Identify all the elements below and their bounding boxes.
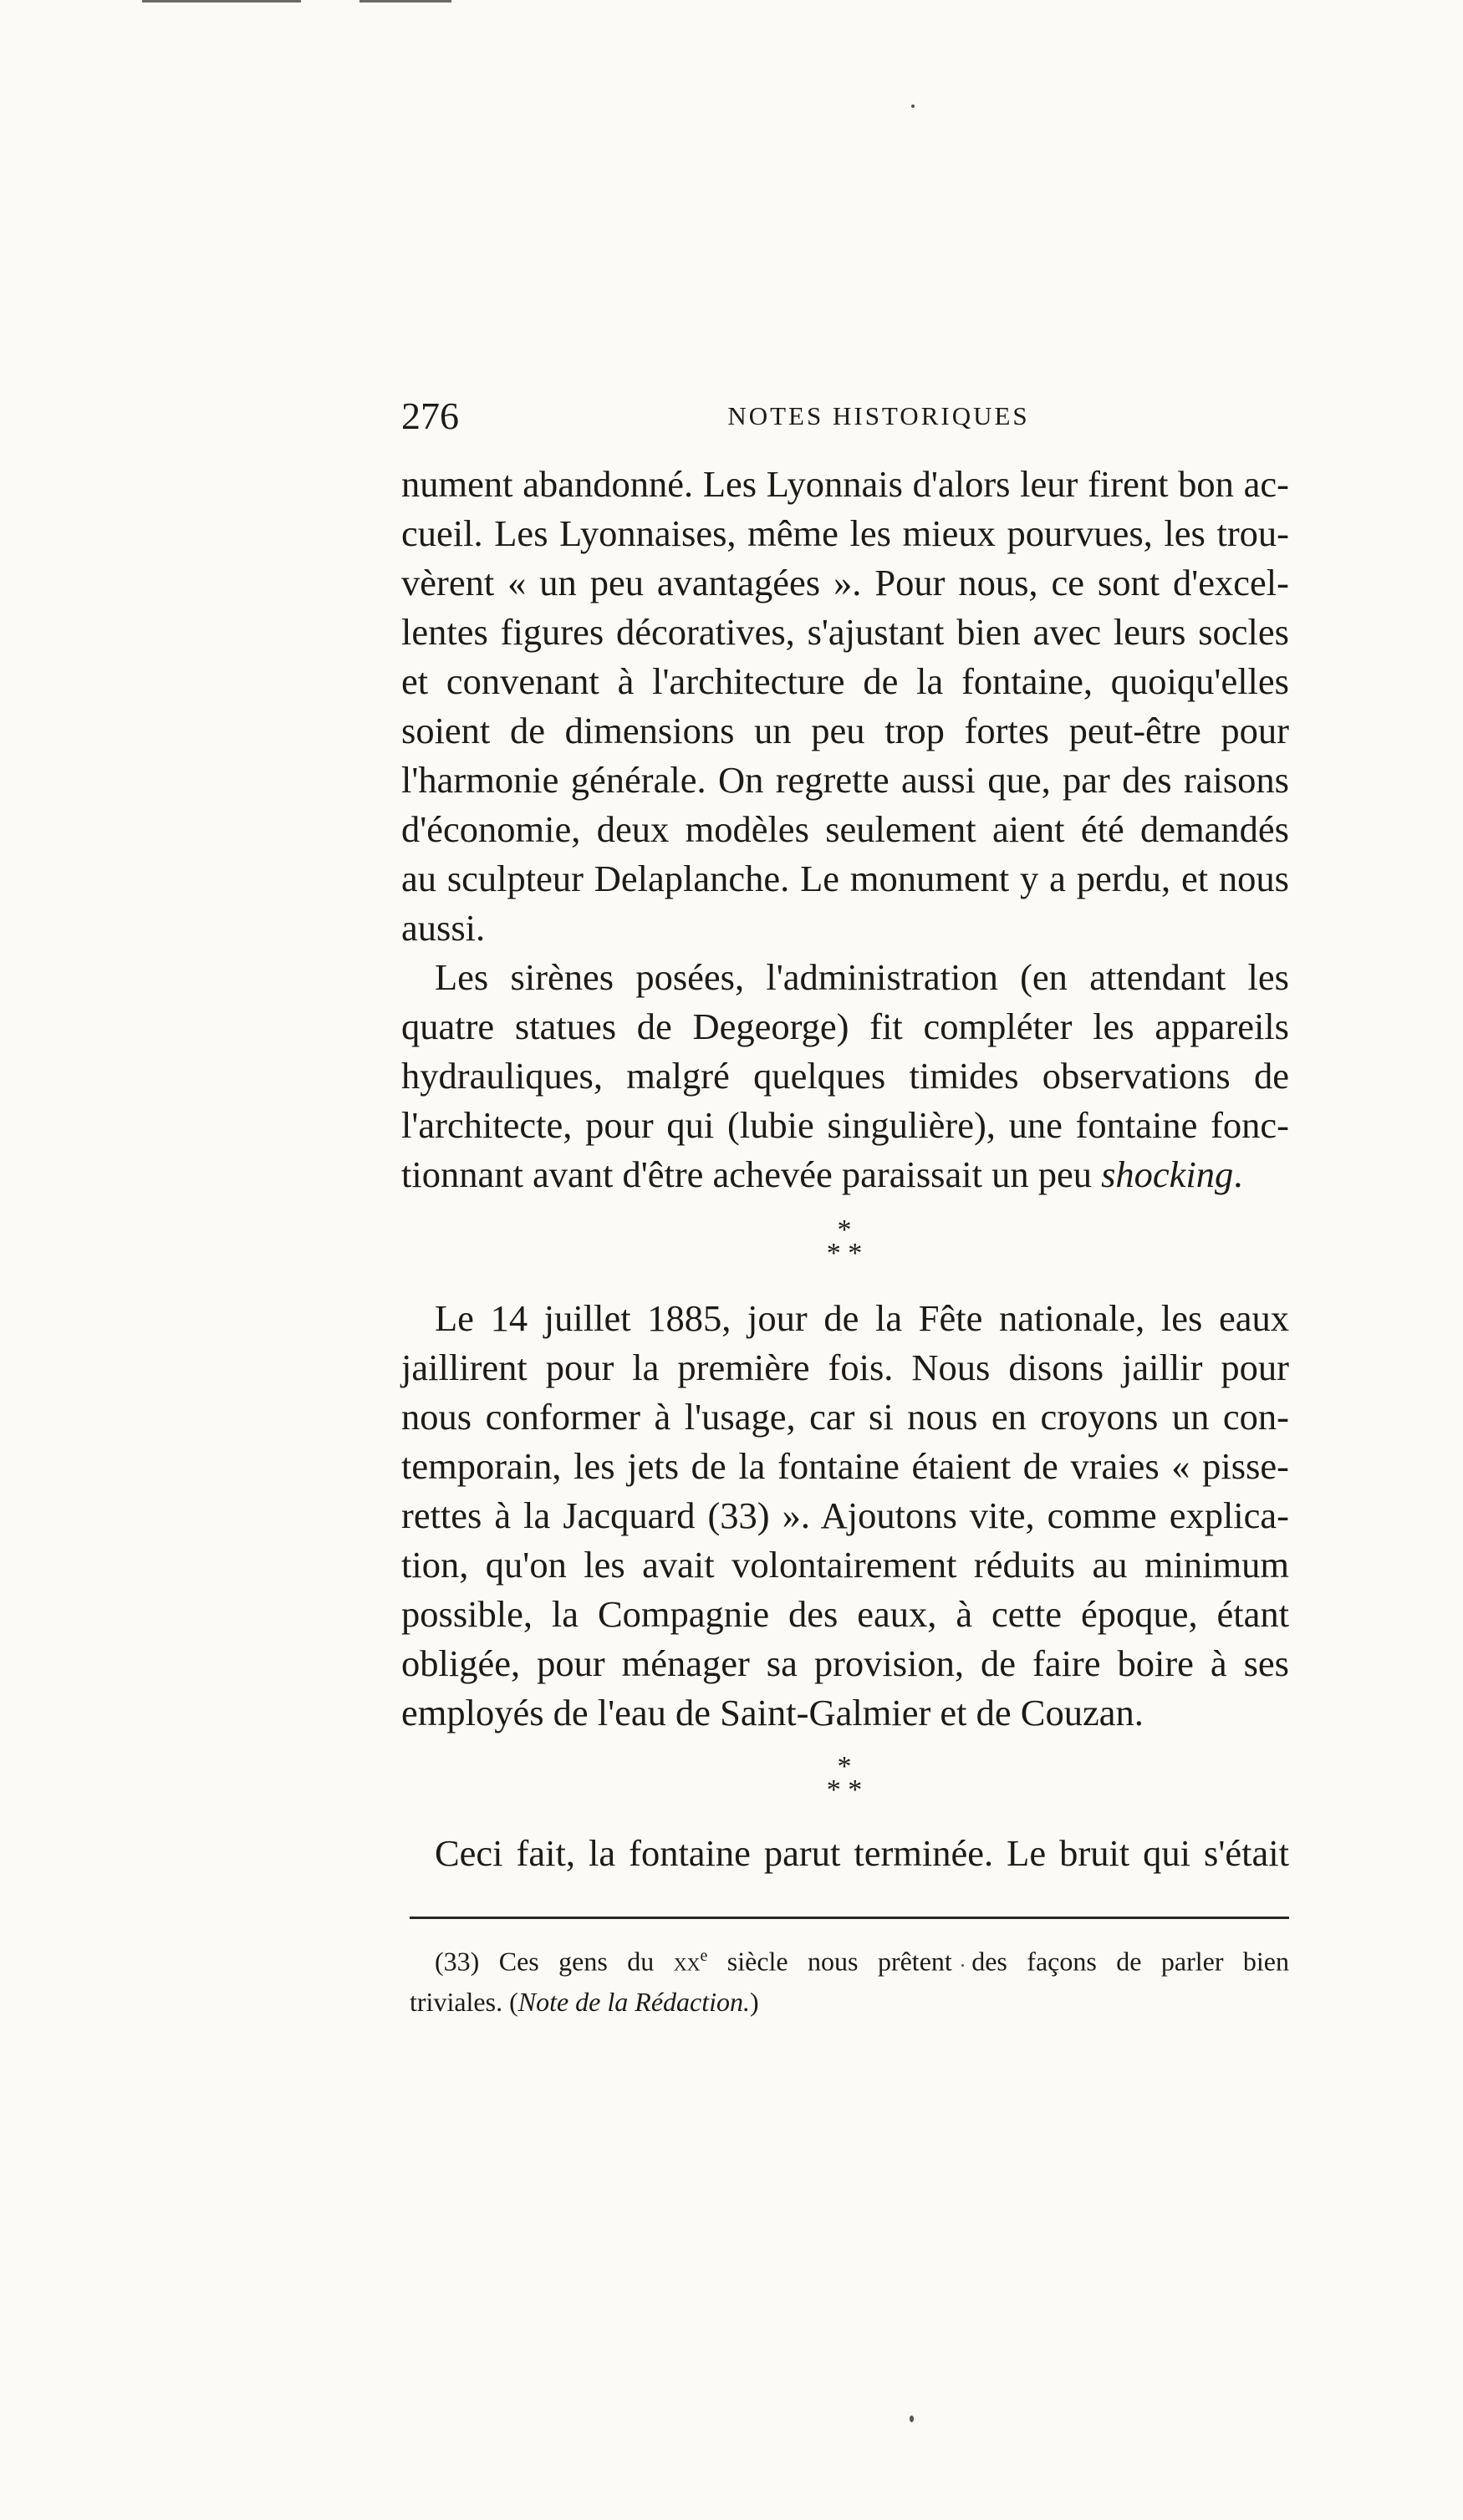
paragraph-4 — [401, 1829, 1289, 1878]
running-title: NOTES HISTORIQUES — [727, 401, 1030, 430]
page-number: 276 — [401, 395, 459, 437]
text-span: triviales. ( — [410, 1986, 518, 2017]
text-line: jaillirent pour la première fois. Nous disons jaillir pour — [401, 1347, 1289, 1388]
text-line: lentes figures décoratives, s'ajustant bien avec leurs socles — [401, 611, 1289, 653]
asterism-top: * — [837, 1214, 852, 1245]
italic-word: shocking — [1101, 1153, 1234, 1195]
text-line: rettes à la Jacquard (33) ». Ajoutons vite, comme explica- — [401, 1494, 1289, 1536]
text-line: quatre statues de Degeorge) fit compléter les appareils — [401, 1005, 1289, 1047]
page-header — [401, 391, 1289, 441]
text-line: au sculpteur Delaplanche. Le monument y a perdu, et nous — [401, 858, 1289, 899]
text-line: Ceci fait, la fontaine parut terminée. Le bruit qui s'était — [435, 1832, 1289, 1874]
scan-edge-line — [359, 0, 451, 3]
footnote-divider — [410, 1917, 1289, 1919]
text-line: obligée, pour ménager sa provision, de faire boire à ses — [401, 1642, 1289, 1684]
asterism-bottom: * * — [826, 1238, 863, 1269]
text-span: ) — [750, 1986, 759, 2017]
text-line: nous conformer à l'usage, car si nous en croyons un con- — [401, 1396, 1289, 1438]
paragraph-1 — [401, 460, 1289, 953]
asterism-top: * — [837, 1751, 852, 1782]
text-line: Les sirènes posées, l'administration (en attendant les — [435, 956, 1289, 998]
scan-speck — [910, 2416, 914, 2422]
text-line: et convenant à l'architecture de la fontaine, quoiqu'elles — [401, 660, 1289, 702]
text-line — [401, 1150, 1289, 1199]
italic-note: Note de la Rédaction. — [517, 1986, 750, 2017]
footnote-marker: (33) Ces gens du — [435, 1946, 674, 1977]
century-superscript: e — [700, 1947, 708, 1965]
text-line: temporain, les jets de la fontaine étaient de vraies « pisse- — [401, 1445, 1289, 1487]
text-line: cueil. Les Lyonnaises, même les mieux pourvues, les trou- — [401, 512, 1289, 554]
text-line: possible, la Compagnie des eaux, à cette époque, étant — [401, 1593, 1289, 1635]
text-line: nument abandonné. Les Lyonnais d'alors leur firent bon ac- — [401, 463, 1289, 505]
text-line: l'architecte, pour qui (lubie singulière), une fontaine fonc- — [401, 1104, 1289, 1146]
text-line: tion, qu'on les avait volontairement réduits au minimum — [401, 1544, 1289, 1586]
century-numeral: xx — [673, 1946, 701, 1977]
footnote — [410, 1936, 1289, 2022]
text-line: Le 14 juillet 1885, jour de la Fête nationale, les eaux — [435, 1297, 1289, 1339]
scan-speck — [911, 104, 915, 108]
text-span: . — [1233, 1153, 1243, 1195]
paragraph-3 — [401, 1294, 1289, 1738]
text-span: tionnant avant d'être achevée paraissait un peu — [401, 1153, 1102, 1195]
text-line: l'harmonie générale. On regrette aussi que, par des raisons — [401, 759, 1289, 801]
scan-edge-line — [142, 0, 301, 3]
text-line: soient de dimensions un peu trop fortes peut-être pour — [401, 710, 1289, 751]
text-span: siècle nous prêtent des façons de parler bien — [707, 1946, 1290, 1977]
text-line: vèrent « un peu avantagées ». Pour nous, ce sont d'excel- — [401, 562, 1289, 603]
paragraph-2 — [401, 953, 1289, 1199]
text-line: hydrauliques, malgré quelques timides observations de — [401, 1055, 1289, 1097]
text-line: aussi. — [401, 907, 486, 949]
text-line: employés de l'eau de Saint-Galmier et de Couzan. — [401, 1692, 1144, 1733]
text-line: d'économie, deux modèles seulement aient été demandés — [401, 808, 1289, 850]
section-asterism — [777, 1751, 911, 1805]
section-asterism — [777, 1214, 911, 1269]
asterism-bottom: * * — [826, 1774, 863, 1805]
footnote-line — [410, 1982, 1289, 2022]
footnote-line — [410, 1936, 1289, 1982]
